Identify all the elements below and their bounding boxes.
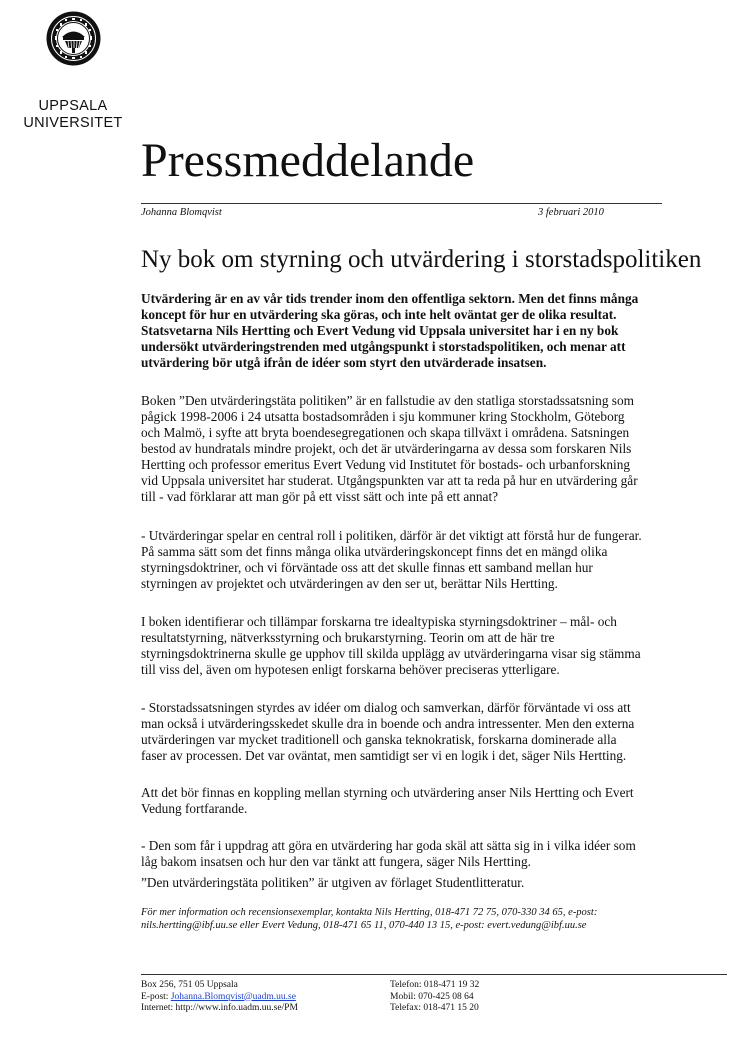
text-line: Att det bör finnas en koppling mellan styrning och utvärdering anser Nils Hertting och Evert bbox=[141, 785, 634, 800]
contact-info bbox=[141, 907, 597, 932]
date: 3 februari 2010 bbox=[538, 207, 604, 218]
lead-paragraph bbox=[141, 291, 721, 371]
text-line: styrningsdoktriner, och vi förväntade oss att det skulle finnas ett samband mellan hur bbox=[141, 560, 593, 575]
text-line: faser av processen. Det var oväntat, men samtidigt ser vi en logik i det, säger Nils Hertting. bbox=[141, 748, 627, 763]
footer-email-line bbox=[141, 992, 298, 1004]
text-line: resultatstyrning, nätverksstyrning och brukarstyrning. Teorin om att de här tre bbox=[141, 630, 555, 645]
text-line: ”Den utvärderingstäta politiken” är utgiven av förlaget Studentlitteratur. bbox=[141, 875, 525, 890]
logo-text-uppsala: UPPSALA bbox=[38, 98, 108, 114]
title-divider bbox=[141, 203, 662, 204]
footer-divider bbox=[141, 974, 727, 975]
body-paragraph-4 bbox=[141, 700, 721, 764]
logo-text-universitet: UNIVERSITET bbox=[23, 115, 123, 131]
text-line: Hertting och professor emeritus Evert Vedung vid Institutet för bostads- och urbanforskning bbox=[141, 457, 631, 472]
text-line: bestod av hundratals mindre projekt, och det är utvärderingarna av dessa som forskaren Nils bbox=[141, 441, 632, 456]
text-line: man också i utvärderingsskedet skulle dra in boende och andra intressenter. Men den externa bbox=[141, 716, 635, 731]
body-paragraph-6 bbox=[141, 838, 721, 870]
text-line: till viss del, även om hypotesen enligt forskarna behöver preciseras ytterligare. bbox=[141, 662, 560, 677]
text-line: - Storstadssatsningen styrdes av idéer om dialog och samverkan, därför förväntade vi oss att bbox=[141, 700, 631, 715]
author: Johanna Blomqvist bbox=[141, 207, 222, 218]
body-paragraph-1 bbox=[141, 393, 721, 505]
text-line: utvärderingen var mycket traditionell och ganska teknokratisk, forskarna dominerade alla bbox=[141, 732, 617, 747]
headline: Ny bok om styrning och utvärdering i storstadspolitiken bbox=[141, 246, 702, 273]
text-line: vid Uppsala universitet har studerat. Utgångspunkten var att ta reda på hur en utvärdering går bbox=[141, 473, 638, 488]
contact-line: För mer information och recensionsexemplar, kontakta Nils Hertting, 018-471 72 75, 070-330 34 65, e-post: bbox=[141, 907, 598, 918]
body-paragraph-2 bbox=[141, 528, 721, 592]
footer-phone: Telefon: 018-471 19 32 bbox=[390, 980, 480, 990]
text-line: till - vad förklarar att man gör på ett visst sätt och inte på ett annat? bbox=[141, 489, 499, 504]
body-paragraph-5 bbox=[141, 785, 721, 817]
text-line: styrningen av projektet och utvärderingen av den ser ut, berättar Nils Hertting. bbox=[141, 576, 558, 591]
footer-email-label: E-post: bbox=[141, 991, 171, 1002]
footer-fax: Telefax: 018-471 15 20 bbox=[390, 1003, 479, 1013]
text-line: låg bakom insatsen och hur den var tänkt att fungera, säger Nils Hertting. bbox=[141, 854, 531, 869]
footer-mobile: Mobil: 070-425 08 64 bbox=[390, 991, 474, 1002]
document-title: Pressmeddelande bbox=[141, 134, 475, 187]
text-line: Boken ”Den utvärderingstäta politiken” är en fallstudie av den statliga storstadssatsning som bbox=[141, 393, 634, 408]
lead-line: koncept för hur en utvärdering ska göras, och inte helt oväntat ger de olika resultat. bbox=[141, 307, 617, 322]
text-line: - Den som får i uppdrag att göra en utvärdering har goda skäl att sätta sig in i vilka idéer som bbox=[141, 838, 636, 853]
text-line: - Utvärderingar spelar en central roll i politiken, därför är det viktigt att förstå hur de fungerar. bbox=[141, 528, 642, 543]
lead-line: utvärdering bör utgå ifrån de idéer som styrt den utvärderade insatsen. bbox=[141, 355, 547, 370]
lead-line: undersökt utvärderingstrenden med utgångspunkt i storstadspolitiken, och menar att bbox=[141, 339, 626, 354]
text-line: På samma sätt som det finns många olika utvärderingskoncept finns det en mängd olika bbox=[141, 544, 608, 559]
text-line: styrningsdoktrinerna skulle ge upphov till skilda upplägg av utvärderingarna visar sig stämma bbox=[141, 646, 641, 661]
footer-phone-block bbox=[390, 980, 479, 1015]
university-seal-icon bbox=[46, 11, 101, 66]
footer-internet: Internet: http://www.info.uadm.uu.se/PM bbox=[141, 1003, 298, 1013]
text-line: Vedung fortfarande. bbox=[141, 801, 248, 816]
text-line: pågick 1998-2006 i 24 utsatta bostadsområden i sju kommuner kring Stockholm, Göteborg bbox=[141, 409, 625, 424]
contact-line: nils.hertting@ibf.uu.se eller Evert Vedung, 018-471 65 11, 070-440 13 15, e-post: evert.vedung@ibf.uu.se bbox=[141, 919, 587, 931]
footer-email-link[interactable]: Johanna.Blomqvist@uadm.uu.se bbox=[170, 991, 296, 1002]
text-line: och Malmö, i syfte att bryta boendesegregationen och skapa tillväxt i områdena. Satsningen bbox=[141, 425, 630, 440]
body-paragraph-7 bbox=[141, 875, 721, 891]
footer-address-block bbox=[141, 980, 298, 1015]
body-paragraph-3 bbox=[141, 614, 721, 678]
footer-address: Box 256, 751 05 Uppsala bbox=[141, 980, 238, 990]
text-line: I boken identifierar och tillämpar forskarna tre idealtypiska styrningsdoktriner – mål- och bbox=[141, 614, 617, 629]
lead-line: Statsvetarna Nils Hertting och Evert Vedung vid Uppsala universitet har i en ny bok bbox=[141, 323, 619, 338]
lead-line: Utvärdering är en av vår tids trender inom den offentliga sektorn. Men det finns många bbox=[141, 291, 639, 306]
